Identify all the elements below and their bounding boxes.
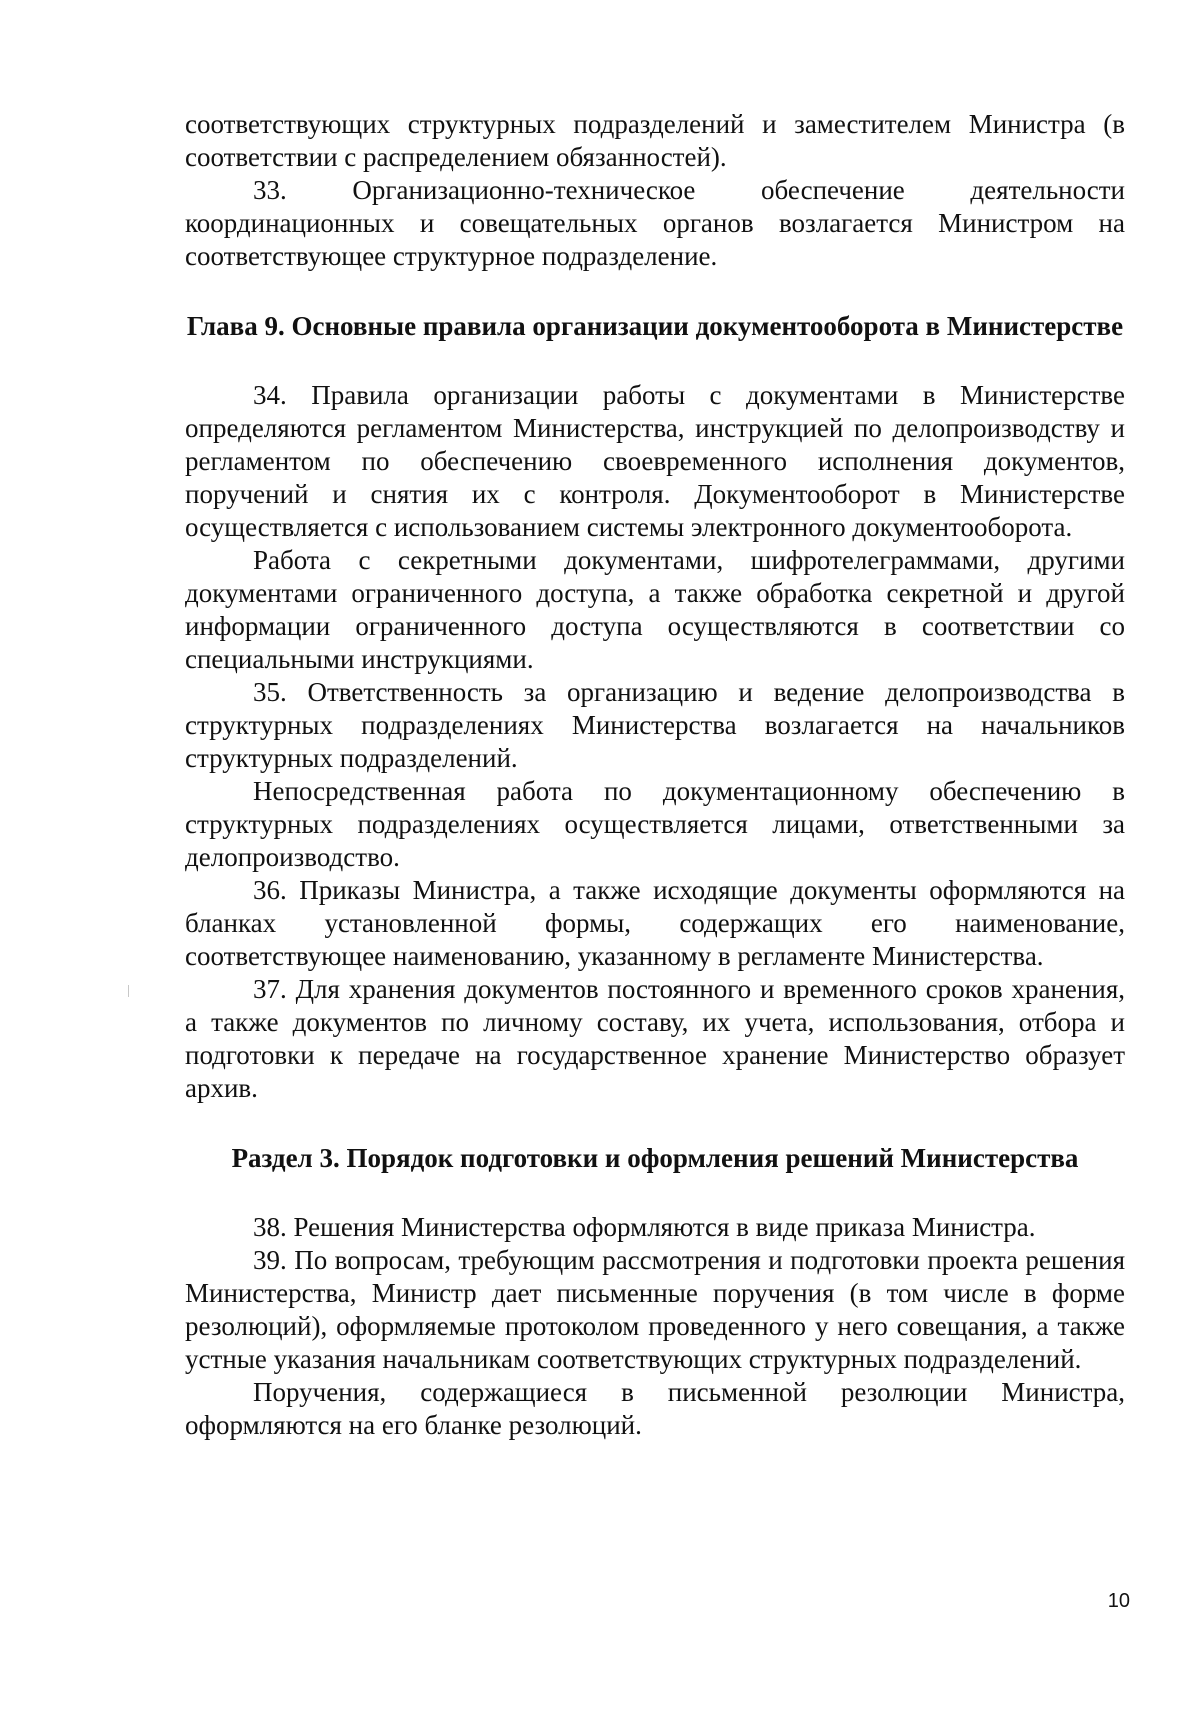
paragraph-35: 35. Ответственность за организацию и ведение делопроизводства в структурных подразделениях Министерства возлагается на начальников структурных подразделений. <box>185 677 1125 773</box>
paragraph-continuation: соответствующих структурных подразделений и заместителем Министра (в соответствии с распределением обязанностей). <box>185 109 1125 172</box>
paragraph-37: 37. Для хранения документов постоянного и временного сроков хранения, а также документов по личному составу, их учета, использования, отбора и подготовки к передаче на государственное хранение Министерство образует архив. <box>185 974 1125 1103</box>
paragraph-34: 34. Правила организации работы с документами в Министерстве определяются регламентом Министерства, инструкцией по делопроизводству и регламентом по обеспечению своевременного исполнения документов, поручений и снятия их с контроля. Документооборот в Министерстве осуществляется с использованием системы электронного документооборота. <box>185 380 1125 542</box>
paragraph-39: 39. По вопросам, требующим рассмотрения и подготовки проекта решения Министерства, Министр дает письменные поручения (в том числе в форме резолюций), оформляемые протоколом проведенного у него совещания, а также устные указания начальникам соответствующих структурных подразделений. <box>185 1245 1125 1374</box>
paragraph-36: 36. Приказы Министра, а также исходящие документы оформляются на бланках установленной формы, содержащих его наименование, соответствующее наименованию, указанному в регламенте Министерства. <box>185 875 1125 971</box>
paragraph-34-secret: Работа с секретными документами, шифротелеграммами, другими документами ограниченного доступа, а также обработка секретной и другой информации ограниченного доступа осуществляются в соответствии со специальными инструкциями. <box>185 545 1125 674</box>
paragraph-38: 38. Решения Министерства оформляются в виде приказа Министра. <box>253 1212 1036 1242</box>
document-body <box>185 108 1125 1442</box>
paragraph-35-direct-work: Непосредственная работа по документационному обеспечению в структурных подразделениях осуществляется лицами, ответственными за делопроизводство. <box>185 776 1125 872</box>
section-3-heading: Раздел 3. Порядок подготовки и оформления решений Министерства <box>231 1143 1079 1173</box>
paragraph-33: 33. Организационно-техническое обеспечение деятельности координационных и совещательных органов возлагается Министром на соответствующее структурное подразделение. <box>185 175 1125 271</box>
chapter-9-heading: Глава 9. Основные правила организации документооборота в Министерстве <box>186 311 1124 341</box>
page-number: 10 <box>1107 1590 1130 1612</box>
scan-artifact <box>128 985 129 997</box>
paragraph-39-resolutions: Поручения, содержащиеся в письменной резолюции Министра, оформляются на его бланке резолюций. <box>185 1377 1125 1440</box>
